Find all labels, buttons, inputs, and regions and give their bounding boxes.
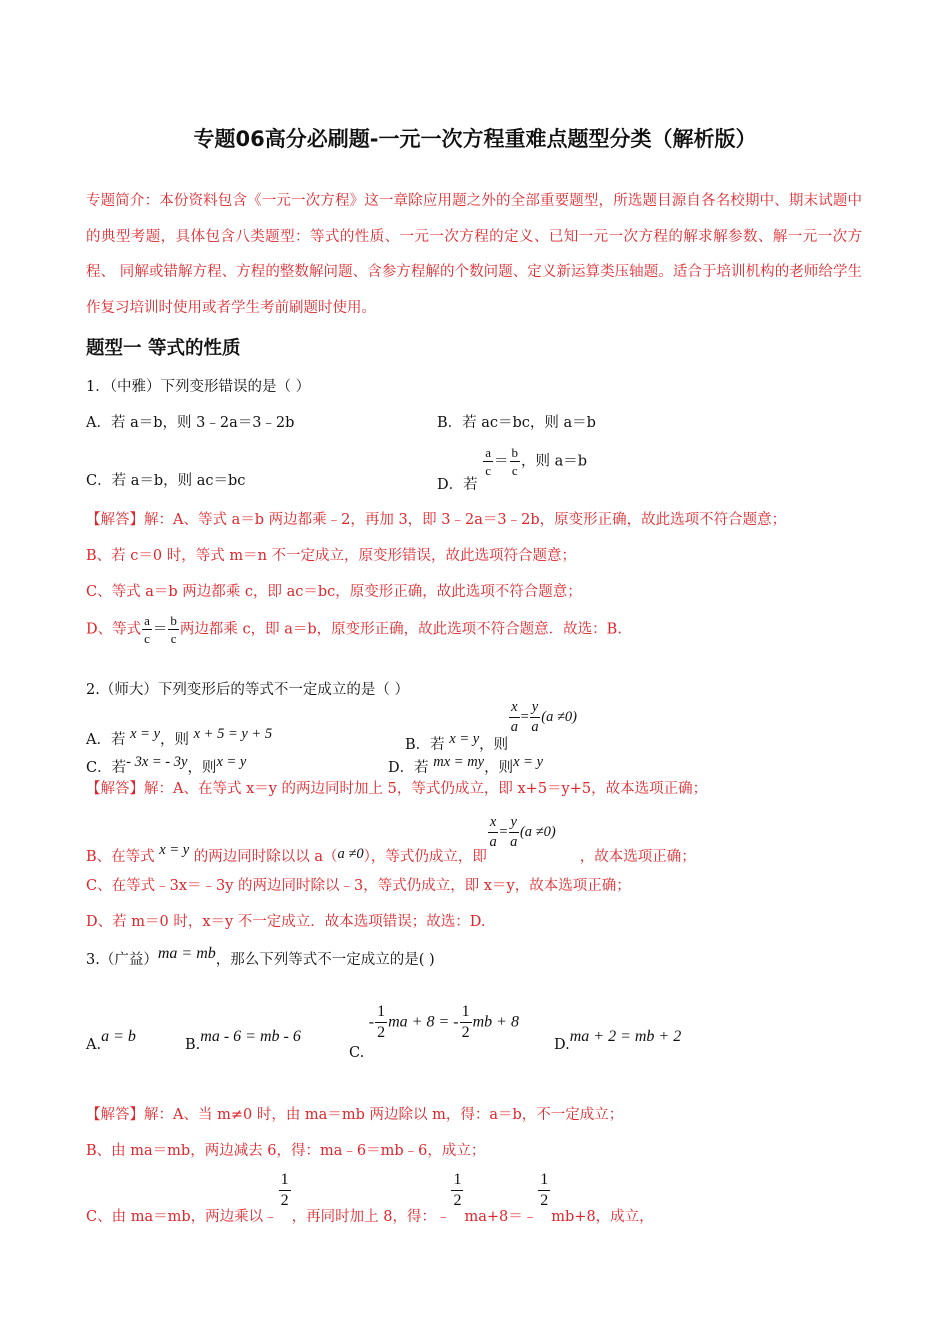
q1-answer-b: B、若 c＝0 时，等式 m＝n 不一定成立，原变形错误，故此选项符合题意； [86, 548, 577, 564]
q3-ans-c-frac3-den: 2 [540, 1192, 549, 1209]
q2-ans-b-frac-y-num: y [509, 815, 519, 833]
q2-d-middle: ，则 [484, 760, 514, 776]
q3-c-label: C. [349, 1044, 365, 1061]
q2-answer-a: 【解答】解：A、在等式 x＝y 的两边同时加上 5，等式仍成立，即 x+5＝y+5，故本选项正确； [86, 781, 708, 797]
q3-a-label: A. [86, 1037, 102, 1053]
q1-d-frac1-num: a [485, 445, 492, 460]
q1-ans-d-equals: ＝ [152, 621, 168, 638]
document-title: 专题06高分必刷题-一元一次方程重难点题型分类（解析版） [193, 127, 757, 151]
q2-c-prefix: C．若 [86, 760, 127, 776]
q2-option-b [405, 699, 577, 753]
q2-ans-b-frac-x-den: a [489, 833, 497, 850]
q1-ans-d-frac1-num: a [144, 613, 150, 628]
q3-stem-prefix: 3.（广益） [86, 952, 158, 968]
q3-ans-c-suffix: mb+8，成立， [551, 1208, 654, 1225]
q2-b-frac-y-den: a [531, 718, 539, 735]
q3-c-minus: - [368, 1013, 375, 1031]
q2-c-formula-1: - 3x = - 3y [126, 754, 188, 770]
q2-b-condition: (a ≠0) [541, 709, 577, 725]
q1-option-d [437, 445, 588, 493]
q3-option-c [349, 1003, 519, 1061]
q3-c-frac2-den: 2 [461, 1024, 470, 1041]
q2-a-middle: ，则 [160, 732, 189, 748]
q3-option-d [554, 1028, 682, 1053]
q2-ans-b-middle-2: ），等式仍成立，即 [363, 849, 487, 865]
q1-d-frac1-den: c [485, 463, 492, 478]
q2-ans-b-prefix: B、在等式 [86, 849, 155, 865]
q2-b-fraction-x [509, 700, 519, 734]
q1-option-b: B．若 ac＝bc，则 a＝b [437, 415, 596, 431]
q2-answer-d: D、若 m＝0 时，x＝y 不一定成立．故本选项错误；故选：D. [86, 914, 486, 930]
q2-b-middle: ，则 [479, 737, 509, 753]
q3-c-frac2-num: 1 [460, 1004, 472, 1023]
q3-ans-c-frac2-num: 1 [451, 1172, 463, 1191]
q3-answer-b: B、由 ma＝mb，两边减去 6，得：ma﹣6＝mb﹣6，成立； [86, 1143, 486, 1159]
q2-option-d [388, 750, 544, 776]
q3-a-formula: a = b [101, 1028, 136, 1045]
q2-answer-c: C、在等式﹣3x＝﹣3y 的两边同时除以﹣3，等式仍成立，即 x＝y，故本选项正确； [86, 878, 631, 894]
q2-d-formula-1: mx = my [433, 754, 485, 770]
q1-ans-d-frac2-den: c [170, 631, 177, 646]
q3-c-middle: ma + 8 = - [388, 1013, 459, 1031]
q3-c-tail: mb + 8 [472, 1013, 519, 1031]
q1-d-fraction-left [483, 446, 493, 477]
q2-b-prefix: B．若 [405, 737, 445, 753]
q3-stem-formula: ma = mb [157, 945, 216, 962]
q2-b-frac-x-den: a [510, 718, 519, 735]
q3-answer-a: 【解答】解：A、当 m≠0 时，由 ma＝mb 两边除以 m，得：a＝b，不一定成立； [86, 1107, 624, 1123]
q1-ans-d-frac2-num: b [170, 613, 177, 628]
q2-ans-b-frac-x-num: x [488, 815, 498, 833]
q3-ans-c-fraction-2 [451, 1172, 463, 1209]
q2-a-formula-2: x + 5 = y + 5 [193, 726, 273, 742]
q2-b-frac-x-num: x [509, 700, 519, 718]
q3-ans-c-fraction-3 [538, 1172, 550, 1209]
q1-d-prefix: D．若 [437, 476, 478, 493]
q3-b-formula: ma - 6 = mb - 6 [200, 1028, 301, 1045]
q2-c-middle: ，则 [187, 760, 217, 776]
intro-paragraph: 专题简介：本份资料包含《一元一次方程》这一章除应用题之外的全部重要题型，所选题目源自各名校期中、期末试题中的典型考题，具体包含八类题型：等式的性质、一元一次方程的定义、已知一元一次方程的解求解参数、解一元一次方程、 同解或错解方程、方程的整数解问题、含参方程解的个数问题、定义新运算类压轴题。适合于培训机构的老师给学生作复习培训时使用或者学生考前刷题时使用。 [86, 193, 862, 316]
q3-answer-c [86, 1171, 654, 1225]
q3-ans-c-frac3-num: 1 [538, 1172, 550, 1191]
q1-ans-d-fraction-left [142, 614, 152, 645]
q2-a-formula-1: x = y [130, 726, 160, 742]
q2-option-c [86, 750, 247, 776]
q3-ans-c-frac1-num: 1 [279, 1172, 291, 1191]
q3-d-formula: ma + 2 = mb + 2 [569, 1028, 682, 1045]
q2-ans-b-fraction-y [509, 815, 519, 849]
q3-stem [86, 942, 435, 968]
q3-ans-c-frac1-den: 2 [280, 1192, 289, 1209]
q1-d-fraction-right [510, 446, 521, 477]
q1-stem: 1．（中雅）下列变形错误的是（ ） [86, 379, 311, 395]
q3-ans-c-fraction-1 [279, 1172, 291, 1209]
section-heading: 题型一 等式的性质 [86, 338, 241, 359]
q2-answer-b [86, 814, 696, 865]
q3-stem-suffix: ，那么下列等式不一定成立的是( ) [215, 952, 435, 968]
q3-c-frac1-den: 2 [377, 1024, 386, 1041]
q2-b-formula-1: x = y [449, 731, 480, 747]
q3-ans-c-prefix: C、由 ma＝mb，两边乘以﹣ [86, 1208, 278, 1225]
q2-ans-b-frac-y-den: a [510, 833, 518, 850]
q2-b-frac-y-num: y [530, 700, 540, 718]
q3-d-label: D. [554, 1037, 570, 1053]
q1-d-equals: ＝ [494, 453, 509, 470]
q2-ans-b-suffix: ，故本选项正确； [579, 849, 696, 865]
q2-ans-b-fraction-x [488, 815, 498, 849]
q2-stem: 2.（师大）下列变形后的等式不一定成立的是（ ） [86, 682, 409, 698]
q3-ans-c-frac2-den: 2 [453, 1192, 462, 1209]
q2-b-fraction-y [530, 700, 540, 734]
q2-d-formula-2: x = y [513, 754, 544, 770]
q3-option-a [86, 1028, 136, 1053]
q2-b-equals: = [520, 709, 529, 725]
q1-ans-d-fraction-right [168, 614, 179, 645]
q1-option-a: A．若 a＝b，则 3﹣2a＝3﹣2b [86, 415, 295, 431]
q1-d-frac2-num: b [511, 445, 519, 460]
q3-ans-c-middle-2: ma+8＝﹣ [464, 1208, 538, 1225]
q3-b-label: B. [185, 1037, 201, 1053]
q3-c-fraction-1 [375, 1004, 387, 1041]
q3-c-frac1-num: 1 [375, 1004, 387, 1023]
q2-ans-b-condition: a ≠0 [337, 846, 364, 862]
q1-ans-d-frac1-den: c [144, 631, 150, 646]
q2-ans-b-formula: x = y [159, 842, 190, 858]
q2-option-a [86, 722, 273, 748]
q1-d-suffix: ，则 a＝b [521, 453, 588, 470]
q1-ans-d-prefix: D、等式 [86, 621, 142, 638]
q2-d-prefix: D．若 [388, 760, 429, 776]
q1-answer-a: 【解答】解：A、等式 a＝b 两边都乘﹣2，再加 3，即 3﹣2a＝3﹣2b，原变形正确，故此选项不符合题意； [86, 512, 787, 528]
q1-option-c: C．若 a＝b，则 ac＝bc [86, 473, 246, 489]
q2-c-formula-2: x = y [216, 754, 247, 770]
q2-ans-b-cond: (a ≠0) [519, 824, 556, 840]
q1-answer-d [86, 614, 622, 645]
q2-ans-b-equals: = [499, 824, 508, 840]
q1-d-frac2-den: c [511, 463, 518, 478]
q3-ans-c-middle: ，再同时加上 8，得：﹣ [291, 1208, 451, 1225]
q3-c-fraction-2 [460, 1004, 472, 1041]
q2-ans-b-middle: 的两边同时除以以 a（ [193, 849, 338, 865]
q3-option-b [185, 1028, 301, 1053]
q2-a-prefix: A．若 [86, 732, 126, 748]
q1-ans-d-suffix: 两边都乘 c，即 a＝b，原变形正确，故此选项不符合题意．故选：B. [179, 621, 622, 638]
q1-answer-c: C、等式 a＝b 两边都乘 c，即 ac＝bc，原变形正确，故此选项不符合题意； [86, 584, 582, 600]
